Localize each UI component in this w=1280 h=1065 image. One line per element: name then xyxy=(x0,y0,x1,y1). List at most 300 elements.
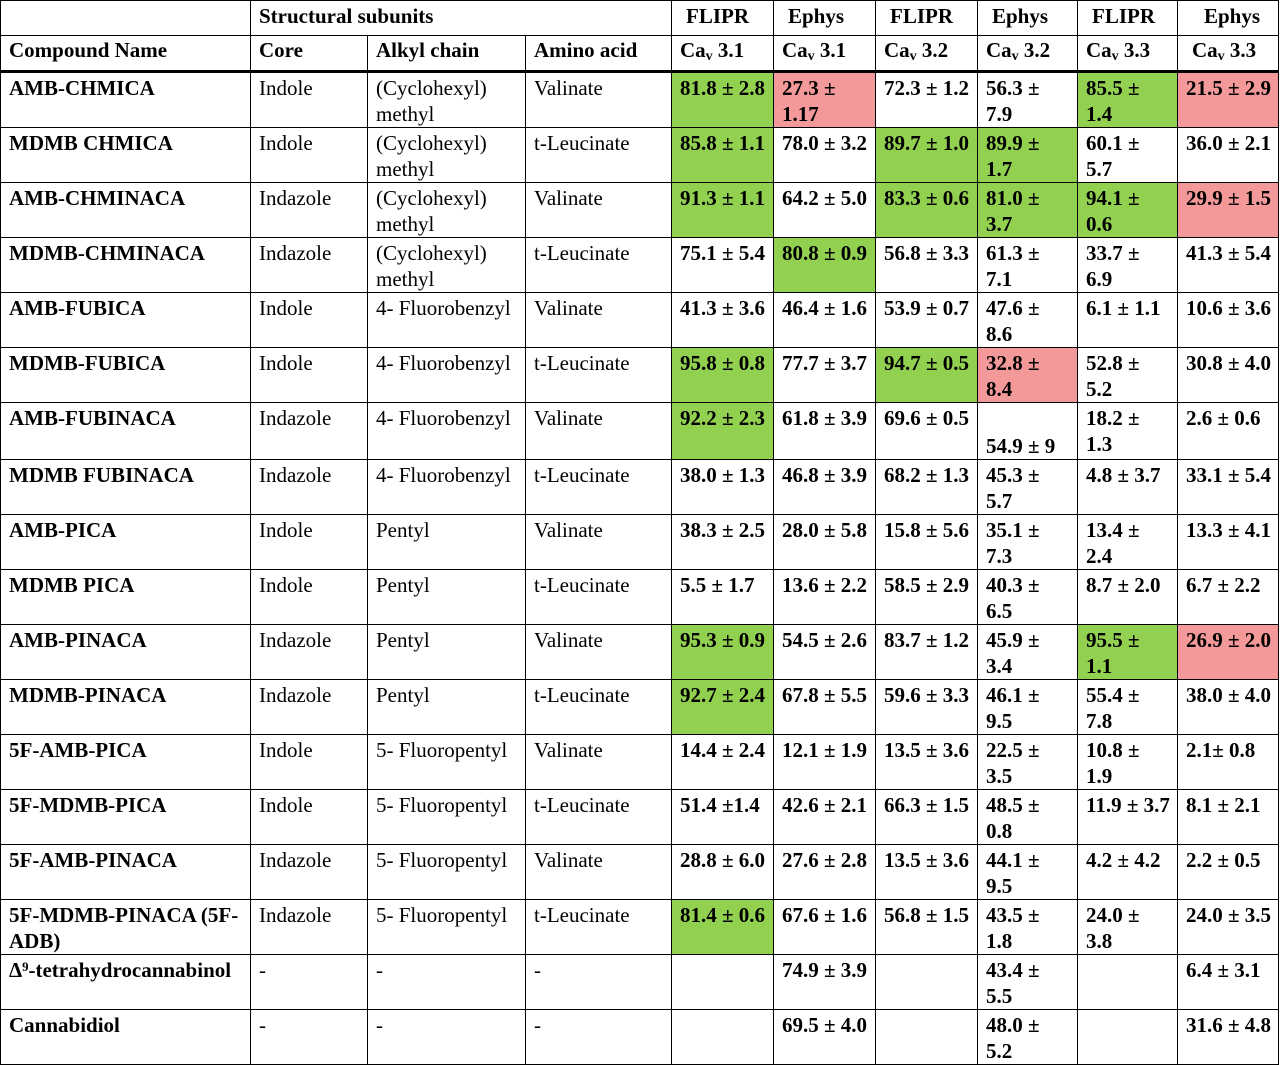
core-cell: Indole xyxy=(251,72,368,128)
value-cell xyxy=(1078,845,1178,900)
alkyl-chain-cell: - xyxy=(368,1010,526,1065)
value-text: 28.0 ± 5.8 xyxy=(782,518,868,542)
value-cell xyxy=(876,900,978,955)
amino-acid-cell: t-Leucinate xyxy=(526,570,672,625)
value-cell xyxy=(1178,183,1279,238)
value-cell xyxy=(978,625,1078,680)
value-text: 10.6 ± 3.6 xyxy=(1186,296,1272,320)
value-text: 8.1 ± 2.1 xyxy=(1186,793,1261,817)
value-text: 2.6 ± 0.6 xyxy=(1186,406,1261,430)
value-cell xyxy=(1078,183,1178,238)
value-cell xyxy=(876,735,978,790)
value-cell xyxy=(978,128,1078,183)
value-cell xyxy=(774,72,876,128)
value-cell xyxy=(876,1010,978,1065)
table-row xyxy=(1,680,1279,735)
value-cell xyxy=(672,515,774,570)
alkyl-chain-cell: 5- Fluoropentyl xyxy=(368,735,526,790)
core-cell: - xyxy=(251,955,368,1010)
amino-acid-cell: Valinate xyxy=(526,183,672,238)
value-text: 75.1 ± 5.4 xyxy=(680,241,766,265)
table-body xyxy=(1,72,1279,1065)
alkyl-chain-header: Alkyl chain xyxy=(368,36,526,72)
value-text: 81.0 ± 3.7 xyxy=(986,186,1040,236)
value-text: 81.4 ± 0.6 xyxy=(680,903,766,927)
alkyl-chain-cell: 5- Fluoropentyl xyxy=(368,900,526,955)
compound-name-cell: AMB-PINACA xyxy=(1,625,251,680)
value-text: 56.3 ± 7.9 xyxy=(986,76,1040,126)
alkyl-chain-cell: - xyxy=(368,955,526,1010)
alkyl-chain-cell: (Cyclohexyl) methyl xyxy=(368,183,526,238)
amino-acid-cell: t-Leucinate xyxy=(526,460,672,515)
value-cell xyxy=(978,238,1078,293)
value-text: 24.0 ± 3.5 xyxy=(1186,903,1272,927)
value-text: 64.2 ± 5.0 xyxy=(782,186,868,210)
value-cell xyxy=(1178,625,1279,680)
value-text: 44.1 ± 9.5 xyxy=(986,848,1040,898)
value-cell xyxy=(672,570,774,625)
value-text: 40.3 ± 6.5 xyxy=(986,573,1040,623)
value-cell xyxy=(1178,460,1279,515)
channel-header: $Ca_v$ 3.2 xyxy=(978,36,1078,72)
value-text: 54.5 ± 2.6 xyxy=(782,628,868,652)
value-cell xyxy=(978,403,1078,460)
value-text: 83.3 ± 0.6 xyxy=(884,186,970,210)
value-text: 38.0 ± 1.3 xyxy=(680,463,766,487)
value-text: 72.3 ± 1.2 xyxy=(884,76,970,100)
amino-acid-cell: Valinate xyxy=(526,403,672,460)
value-cell xyxy=(978,790,1078,845)
value-cell xyxy=(1078,900,1178,955)
alkyl-chain-cell: 4- Fluorobenzyl xyxy=(368,348,526,403)
core-cell: Indole xyxy=(251,515,368,570)
value-cell xyxy=(1078,680,1178,735)
amino-acid-cell: Valinate xyxy=(526,293,672,348)
method-header: FLIPR xyxy=(1078,1,1178,36)
method-header: Ephys xyxy=(774,1,876,36)
value-cell xyxy=(672,238,774,293)
value-text: 21.5 ± 2.9 xyxy=(1186,76,1272,100)
alkyl-chain-cell: 5- Fluoropentyl xyxy=(368,790,526,845)
value-cell xyxy=(1178,900,1279,955)
value-cell xyxy=(774,900,876,955)
value-cell xyxy=(672,625,774,680)
alkyl-chain-cell: (Cyclohexyl) methyl xyxy=(368,72,526,128)
amino-acid-cell: Valinate xyxy=(526,625,672,680)
value-text: 14.4 ± 2.4 xyxy=(680,738,766,762)
value-cell xyxy=(876,128,978,183)
value-text: 54.9 ± 9 xyxy=(986,434,1056,458)
amino-acid-cell: t-Leucinate xyxy=(526,348,672,403)
value-text: 66.3 ± 1.5 xyxy=(884,793,970,817)
channel-header: $Ca_v$ 3.2 xyxy=(876,36,978,72)
compound-name-cell: MDMB PICA xyxy=(1,570,251,625)
value-cell xyxy=(978,1010,1078,1065)
value-cell xyxy=(774,570,876,625)
value-text: 33.1 ± 5.4 xyxy=(1186,463,1272,487)
compound-name-cell: MDMB-CHMINACA xyxy=(1,238,251,293)
value-cell xyxy=(876,570,978,625)
value-cell xyxy=(978,515,1078,570)
value-text: 55.4 ± 7.8 xyxy=(1086,683,1140,733)
value-cell xyxy=(978,735,1078,790)
value-cell xyxy=(774,955,876,1010)
channel-header: $Ca_v$ 3.3 xyxy=(1078,36,1178,72)
value-text: 52.8 ± 5.2 xyxy=(1086,351,1140,401)
value-cell xyxy=(672,403,774,460)
value-cell xyxy=(672,680,774,735)
value-text: 36.0 ± 2.1 xyxy=(1186,131,1272,155)
compound-name-cell: AMB-CHMICA xyxy=(1,72,251,128)
method-header: FLIPR xyxy=(672,1,774,36)
core-cell: Indazole xyxy=(251,625,368,680)
amino-acid-cell: t-Leucinate xyxy=(526,790,672,845)
core-cell: Indazole xyxy=(251,845,368,900)
value-cell xyxy=(1078,1010,1178,1065)
alkyl-chain-cell: Pentyl xyxy=(368,680,526,735)
value-text: 6.4 ± 3.1 xyxy=(1186,958,1261,982)
compound-name-cell: 5F-AMB-PINACA xyxy=(1,845,251,900)
value-text: 81.8 ± 2.8 xyxy=(680,76,766,100)
value-cell xyxy=(672,845,774,900)
value-cell xyxy=(672,735,774,790)
value-text: 67.6 ± 1.6 xyxy=(782,903,868,927)
value-text: 91.3 ± 1.1 xyxy=(680,186,766,210)
table-row xyxy=(1,72,1279,128)
value-text: 27.6 ± 2.8 xyxy=(782,848,868,872)
compound-name-cell: MDMB FUBINACA xyxy=(1,460,251,515)
value-text: 31.6 ± 4.8 xyxy=(1186,1013,1272,1037)
core-header: Core xyxy=(251,36,368,72)
value-cell xyxy=(978,293,1078,348)
value-text: 61.3 ± 7.1 xyxy=(986,241,1040,291)
value-text: 27.3 ± 1.17 xyxy=(782,76,836,126)
value-text: 4.8 ± 3.7 xyxy=(1086,463,1161,487)
amino-acid-cell: Valinate xyxy=(526,735,672,790)
value-text: 47.6 ± 8.6 xyxy=(986,296,1040,346)
value-cell xyxy=(1178,403,1279,460)
amino-acid-cell: - xyxy=(526,1010,672,1065)
value-cell xyxy=(876,460,978,515)
value-text: 13.6 ± 2.2 xyxy=(782,573,868,597)
value-text: 94.1 ± 0.6 xyxy=(1086,186,1140,236)
value-cell xyxy=(978,570,1078,625)
value-text: 26.9 ± 2.0 xyxy=(1186,628,1272,652)
value-cell xyxy=(978,460,1078,515)
value-cell xyxy=(876,238,978,293)
value-text: 43.4 ± 5.5 xyxy=(986,958,1040,1008)
compound-name-cell: MDMB-FUBICA xyxy=(1,348,251,403)
table-row xyxy=(1,570,1279,625)
value-cell xyxy=(1178,348,1279,403)
value-cell xyxy=(1078,570,1178,625)
value-text: 30.8 ± 4.0 xyxy=(1186,351,1272,375)
value-cell xyxy=(1178,570,1279,625)
value-cell xyxy=(672,460,774,515)
value-text: 85.5 ± 1.4 xyxy=(1086,76,1140,126)
table-row xyxy=(1,515,1279,570)
value-cell xyxy=(1078,460,1178,515)
value-cell xyxy=(672,72,774,128)
value-text: 42.6 ± 2.1 xyxy=(782,793,868,817)
value-text: 78.0 ± 3.2 xyxy=(782,131,868,155)
value-cell xyxy=(774,1010,876,1065)
alkyl-chain-cell: 5- Fluoropentyl xyxy=(368,845,526,900)
alkyl-chain-cell: 4- Fluorobenzyl xyxy=(368,293,526,348)
value-cell xyxy=(876,515,978,570)
value-text: 48.5 ± 0.8 xyxy=(986,793,1040,843)
channel-header: $Ca_v$ 3.1 xyxy=(774,36,876,72)
value-text: 4.2 ± 4.2 xyxy=(1086,848,1161,872)
amino-acid-cell: t-Leucinate xyxy=(526,680,672,735)
value-cell xyxy=(1178,238,1279,293)
amino-acid-cell: t-Leucinate xyxy=(526,900,672,955)
alkyl-chain-cell: Pentyl xyxy=(368,570,526,625)
value-cell xyxy=(978,72,1078,128)
table-row xyxy=(1,128,1279,183)
value-text: 41.3 ± 5.4 xyxy=(1186,241,1272,265)
value-cell xyxy=(672,955,774,1010)
value-cell xyxy=(1078,72,1178,128)
alkyl-chain-cell: Pentyl xyxy=(368,515,526,570)
value-text: 59.6 ± 3.3 xyxy=(884,683,970,707)
core-cell: Indazole xyxy=(251,680,368,735)
value-text: 94.7 ± 0.5 xyxy=(884,351,970,375)
value-cell xyxy=(774,128,876,183)
value-text: 46.1 ± 9.5 xyxy=(986,683,1040,733)
value-text: 38.0 ± 4.0 xyxy=(1186,683,1272,707)
table-row xyxy=(1,293,1279,348)
value-cell xyxy=(876,955,978,1010)
value-text: 6.7 ± 2.2 xyxy=(1186,573,1261,597)
value-cell xyxy=(978,183,1078,238)
value-text: 32.8 ± 8.4 xyxy=(986,351,1040,401)
value-cell xyxy=(1178,680,1279,735)
value-cell xyxy=(774,460,876,515)
header-row-methods xyxy=(1,1,1279,36)
value-cell xyxy=(672,900,774,955)
value-cell xyxy=(978,680,1078,735)
value-cell xyxy=(1178,72,1279,128)
amino-acid-cell: Valinate xyxy=(526,72,672,128)
value-cell xyxy=(876,845,978,900)
value-cell xyxy=(1178,1010,1279,1065)
value-cell xyxy=(672,293,774,348)
core-cell: Indole xyxy=(251,293,368,348)
value-text: 38.3 ± 2.5 xyxy=(680,518,766,542)
compound-name-cell: MDMB-PINACA xyxy=(1,680,251,735)
value-cell xyxy=(672,183,774,238)
value-cell xyxy=(774,403,876,460)
core-cell: Indazole xyxy=(251,900,368,955)
value-text: 85.8 ± 1.1 xyxy=(680,131,766,155)
compound-name-cell: AMB-CHMINACA xyxy=(1,183,251,238)
value-cell xyxy=(774,845,876,900)
value-text: 89.9 ± 1.7 xyxy=(986,131,1040,181)
value-text: 45.9 ± 3.4 xyxy=(986,628,1040,678)
value-text: 2.2 ± 0.5 xyxy=(1186,848,1261,872)
alkyl-chain-cell: 4- Fluorobenzyl xyxy=(368,403,526,460)
value-text: 61.8 ± 3.9 xyxy=(782,406,868,430)
value-cell xyxy=(1178,735,1279,790)
value-text: 67.8 ± 5.5 xyxy=(782,683,868,707)
value-text: 51.4 ±1.4 xyxy=(680,793,760,817)
value-text: 68.2 ± 1.3 xyxy=(884,463,970,487)
value-text: 13.4 ± 2.4 xyxy=(1086,518,1140,568)
value-cell xyxy=(1078,403,1178,460)
compound-name-cell: 5F-MDMB-PINACA (5F-ADB) xyxy=(1,900,251,955)
core-cell: Indole xyxy=(251,790,368,845)
value-cell xyxy=(672,128,774,183)
core-cell: Indole xyxy=(251,735,368,790)
value-cell xyxy=(774,183,876,238)
value-cell xyxy=(876,403,978,460)
compound-name-cell: AMB-PICA xyxy=(1,515,251,570)
table-row xyxy=(1,403,1279,460)
value-cell xyxy=(774,515,876,570)
value-text: 83.7 ± 1.2 xyxy=(884,628,970,652)
compound-name-cell: Δ⁹-tetrahydrocannabinol xyxy=(1,955,251,1010)
value-cell xyxy=(876,790,978,845)
table-row xyxy=(1,955,1279,1010)
table-row xyxy=(1,900,1279,955)
value-cell xyxy=(1078,515,1178,570)
value-text: 8.7 ± 2.0 xyxy=(1086,573,1161,597)
value-text: 43.5 ± 1.8 xyxy=(986,903,1040,953)
value-cell xyxy=(672,348,774,403)
value-cell xyxy=(1078,735,1178,790)
table-row xyxy=(1,735,1279,790)
alkyl-chain-cell: (Cyclohexyl) methyl xyxy=(368,128,526,183)
amino-acid-cell: Valinate xyxy=(526,845,672,900)
value-cell xyxy=(774,238,876,293)
method-header: FLIPR xyxy=(876,1,978,36)
value-text: 13.3 ± 4.1 xyxy=(1186,518,1272,542)
core-cell: Indazole xyxy=(251,238,368,293)
value-text: 18.2 ± 1.3 xyxy=(1086,406,1140,456)
table-row xyxy=(1,183,1279,238)
value-text: 80.8 ± 0.9 xyxy=(782,241,868,265)
value-text: 11.9 ± 3.7 xyxy=(1086,793,1170,817)
value-cell xyxy=(1078,238,1178,293)
value-cell xyxy=(1178,790,1279,845)
value-text: 89.7 ± 1.0 xyxy=(884,131,970,155)
value-text: 74.9 ± 3.9 xyxy=(782,958,868,982)
value-cell xyxy=(1078,955,1178,1010)
amino-acid-header: Amino acid xyxy=(526,36,672,72)
method-header: Ephys xyxy=(978,1,1078,36)
compound-name-cell: 5F-MDMB-PICA xyxy=(1,790,251,845)
value-cell xyxy=(1078,790,1178,845)
value-text: 69.6 ± 0.5 xyxy=(884,406,970,430)
value-cell xyxy=(1078,348,1178,403)
value-cell xyxy=(774,348,876,403)
compound-name-cell: AMB-FUBINACA xyxy=(1,403,251,460)
alkyl-chain-cell: 4- Fluorobenzyl xyxy=(368,460,526,515)
value-text: 46.8 ± 3.9 xyxy=(782,463,868,487)
core-cell: Indazole xyxy=(251,460,368,515)
value-text: 58.5 ± 2.9 xyxy=(884,573,970,597)
value-text: 60.1 ± 5.7 xyxy=(1086,131,1140,181)
value-cell xyxy=(1178,293,1279,348)
value-cell xyxy=(876,183,978,238)
value-cell xyxy=(1178,515,1279,570)
core-cell: Indole xyxy=(251,570,368,625)
value-cell xyxy=(876,680,978,735)
value-cell xyxy=(1078,128,1178,183)
value-text: 15.8 ± 5.6 xyxy=(884,518,970,542)
structural-subunits-header: Structural subunits xyxy=(251,1,672,36)
value-cell xyxy=(774,735,876,790)
value-cell xyxy=(672,790,774,845)
value-text: 92.2 ± 2.3 xyxy=(680,406,766,430)
value-text: 95.3 ± 0.9 xyxy=(680,628,766,652)
value-cell xyxy=(774,625,876,680)
core-cell: Indazole xyxy=(251,403,368,460)
table-row xyxy=(1,348,1279,403)
value-cell xyxy=(1078,625,1178,680)
table-row xyxy=(1,238,1279,293)
value-text: 10.8 ± 1.9 xyxy=(1086,738,1140,788)
value-text: 33.7 ± 6.9 xyxy=(1086,241,1140,291)
amino-acid-cell: Valinate xyxy=(526,515,672,570)
core-cell: Indole xyxy=(251,348,368,403)
value-text: 53.9 ± 0.7 xyxy=(884,296,970,320)
table-row xyxy=(1,790,1279,845)
value-cell xyxy=(774,293,876,348)
value-text: 24.0 ± 3.8 xyxy=(1086,903,1140,953)
compound-name-cell: 5F-AMB-PICA xyxy=(1,735,251,790)
compound-name-cell: AMB-FUBICA xyxy=(1,293,251,348)
value-text: 5.5 ± 1.7 xyxy=(680,573,755,597)
value-cell xyxy=(774,680,876,735)
value-cell xyxy=(876,293,978,348)
value-text: 56.8 ± 1.5 xyxy=(884,903,970,927)
core-cell: Indole xyxy=(251,128,368,183)
amino-acid-cell: - xyxy=(526,955,672,1010)
value-text: 48.0 ± 5.2 xyxy=(986,1013,1040,1063)
method-header: Ephys xyxy=(1178,1,1279,36)
table-row xyxy=(1,460,1279,515)
alkyl-chain-cell: (Cyclohexyl) methyl xyxy=(368,238,526,293)
table-row xyxy=(1,845,1279,900)
value-text: 35.1 ± 7.3 xyxy=(986,518,1040,568)
compound-name-cell: Cannabidiol xyxy=(1,1010,251,1065)
value-text: 45.3 ± 5.7 xyxy=(986,463,1040,513)
value-cell xyxy=(1178,128,1279,183)
value-text: 29.9 ± 1.5 xyxy=(1186,186,1272,210)
value-text: 77.7 ± 3.7 xyxy=(782,351,868,375)
value-text: 56.8 ± 3.3 xyxy=(884,241,970,265)
value-cell xyxy=(876,625,978,680)
value-cell xyxy=(978,955,1078,1010)
value-text: 2.1± 0.8 xyxy=(1186,738,1256,762)
value-cell xyxy=(672,1010,774,1065)
amino-acid-cell: t-Leucinate xyxy=(526,238,672,293)
value-cell xyxy=(876,348,978,403)
value-text: 95.5 ± 1.1 xyxy=(1086,628,1140,678)
compound-name-cell: MDMB CHMICA xyxy=(1,128,251,183)
value-text: 13.5 ± 3.6 xyxy=(884,738,970,762)
value-text: 13.5 ± 3.6 xyxy=(884,848,970,872)
value-text: 46.4 ± 1.6 xyxy=(782,296,868,320)
value-text: 22.5 ± 3.5 xyxy=(986,738,1040,788)
alkyl-chain-cell: Pentyl xyxy=(368,625,526,680)
header-empty-cell xyxy=(1,1,251,36)
compound-name-header: Compound Name xyxy=(1,36,251,72)
value-text: 92.7 ± 2.4 xyxy=(680,683,766,707)
value-cell xyxy=(978,900,1078,955)
